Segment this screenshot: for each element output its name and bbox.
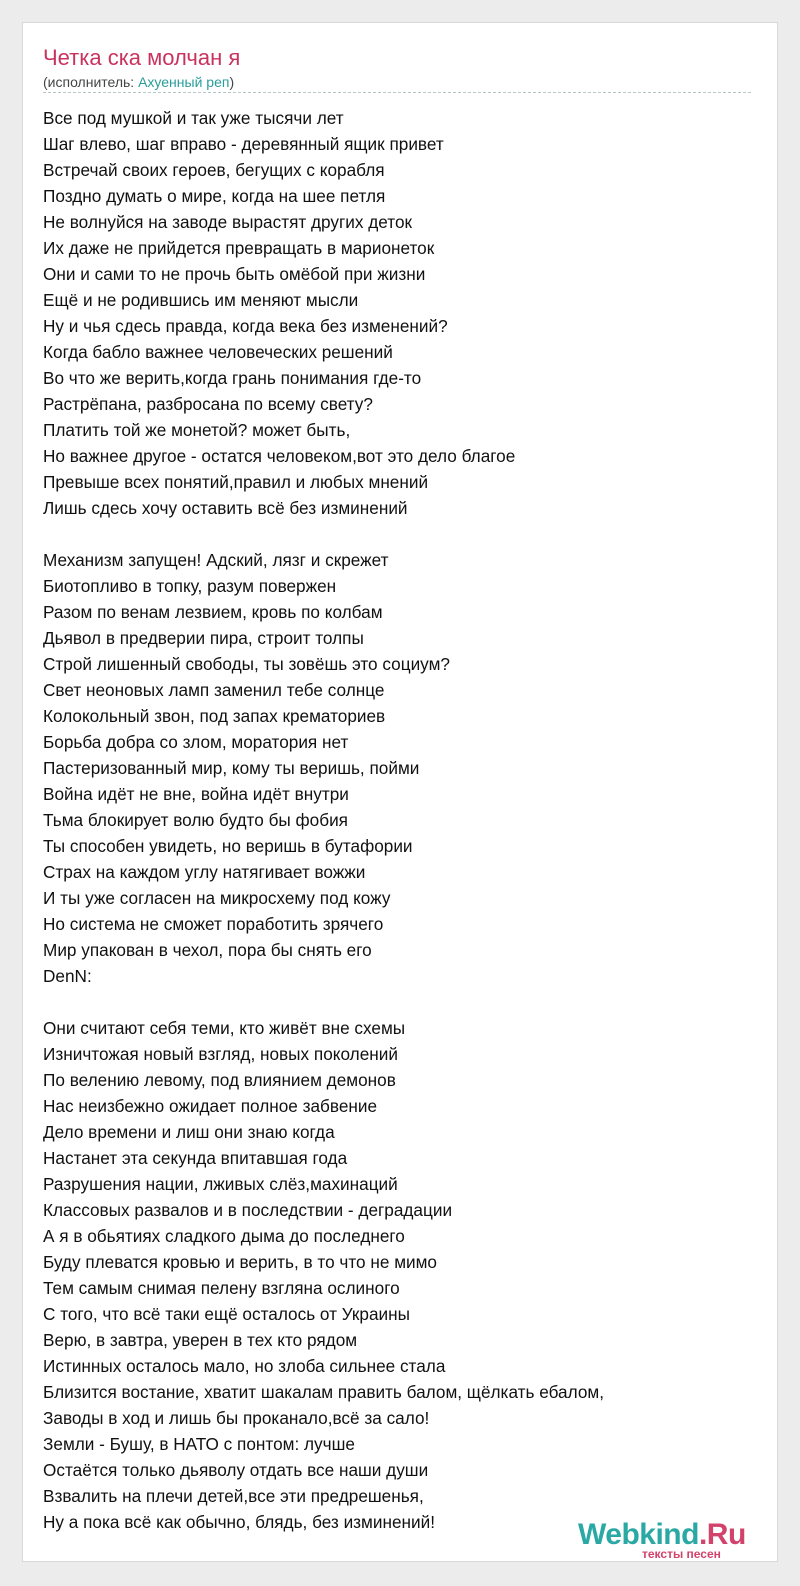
lyric-line: Нас неизбежно ожидает полное забвение xyxy=(43,1096,378,1116)
lyric-line: Верю, в завтра, уверен в тех кто рядом xyxy=(43,1330,358,1350)
lyrics-body xyxy=(43,105,759,1535)
lyric-line: Шаг влево, шаг вправо - деревянный ящик привет xyxy=(43,134,444,154)
lyric-line: Изничтожая новый взгляд, новых поколений xyxy=(43,1044,398,1064)
lyric-line: Классовых развалов и в последствии - деградации xyxy=(43,1200,453,1220)
lyric-line: Лишь сдесь хочу оставить всё без изминений xyxy=(43,498,408,518)
artist-suffix: ) xyxy=(229,74,235,90)
lyric-line: Поздно думать о мире, когда на шее петля xyxy=(43,186,386,206)
lyric-line: Когда бабло важнее человеческих решений xyxy=(43,342,393,362)
lyric-line: И ты уже согласен на микросхему под кожу xyxy=(43,888,391,908)
lyric-line: По велению левому, под влиянием демонов xyxy=(43,1070,396,1090)
lyric-line: Но система не сможет поработить зрячего xyxy=(43,914,384,934)
lyric-line: Колокольный звон, под запах крематориев xyxy=(43,706,386,726)
lyric-line: Земли - Бушу, в НАТО с понтом: лучше xyxy=(43,1434,355,1454)
lyric-line: Свет неоновых ламп заменил тебе солнце xyxy=(43,680,385,700)
lyric-line: Тьма блокирует волю будто бы фобия xyxy=(43,810,348,830)
lyric-line: Близится востание, хватит шакалам править балом, щёлкать ебалом, xyxy=(43,1382,604,1402)
lyric-line: Истинных осталось мало, но злоба сильнее стала xyxy=(43,1356,446,1376)
lyrics-card xyxy=(22,22,778,1562)
lyric-line: Ещё и не родившись им меняют мысли xyxy=(43,290,359,310)
stanza-gap xyxy=(43,989,759,1015)
lyric-line: Взвалить на плечи детей,все эти предрешенья, xyxy=(43,1486,424,1506)
lyric-line: Разрушения нации, лживых слёз,махинаций xyxy=(43,1174,398,1194)
lyric-line: DenN: xyxy=(43,966,92,986)
artist-link[interactable]: Ахуенный реп xyxy=(138,74,230,90)
lyric-line: Превыше всех понятий,правил и любых мнений xyxy=(43,472,429,492)
lyric-line: Борьба добра со злом, моратория нет xyxy=(43,732,349,752)
lyric-line: Страх на каждом углу натягивает вожжи xyxy=(43,862,366,882)
lyric-line: Во что же верить,когда грань понимания где-то xyxy=(43,368,422,388)
lyric-line: Биотопливо в топку, разум повержен xyxy=(43,576,337,596)
lyric-line: Встречай своих героев, бегущих с корабля xyxy=(43,160,385,180)
lyric-line: Но важнее другое - остатся человеком,вот это дело благое xyxy=(43,446,516,466)
lyric-line: Война идёт не вне, война идёт внутри xyxy=(43,784,349,804)
lyric-line: Не волнуйся на заводе вырастят других деток xyxy=(43,212,413,232)
artist-prefix: (исполнитель: xyxy=(43,74,139,90)
artist-line xyxy=(43,73,234,91)
lyric-line: Настанет эта секунда впитавшая года xyxy=(43,1148,348,1168)
title-divider xyxy=(43,92,751,93)
lyric-line: С того, что всё таки ещё осталось от Украины xyxy=(43,1304,410,1324)
lyric-line: Разом по венам лезвием, кровь по колбам xyxy=(43,602,383,622)
lyric-line: Растрёпана, разбросана по всему свету? xyxy=(43,394,373,414)
lyric-line: Дело времени и лиш они знаю когда xyxy=(43,1122,335,1142)
song-title: Четка ска молчан я xyxy=(43,45,241,70)
logo-brand: Webkind xyxy=(578,1518,699,1551)
lyric-line: Их даже не прийдется превращать в марионеток xyxy=(43,238,435,258)
lyric-line: Ну и чья сдесь правда, когда века без изменений? xyxy=(43,316,448,336)
lyric-line: Дьявол в предверии пира, строит толпы xyxy=(43,628,364,648)
lyric-line: Ты способен увидеть, но веришь в бутафории xyxy=(43,836,413,856)
lyric-line: Они и сами то не прочь быть омёбой при жизни xyxy=(43,264,426,284)
lyric-line: Они считают себя теми, кто живёт вне схемы xyxy=(43,1018,406,1038)
lyric-line: Заводы в ход и лишь бы проканало,всё за сало! xyxy=(43,1408,430,1428)
lyric-line: Ну а пока всё как обычно, блядь, без изминений! xyxy=(43,1512,435,1532)
logo-tld: .Ru xyxy=(698,1518,746,1551)
lyric-line: Мир упакован в чехол, пора бы снять его xyxy=(43,940,372,960)
logo-tagline: тексты песен xyxy=(642,1547,721,1561)
lyric-line: Пастеризованный мир, кому ты веришь, пойми xyxy=(43,758,420,778)
site-logo[interactable] xyxy=(578,1519,773,1561)
lyric-line: Платить той же монетой? может быть, xyxy=(43,420,351,440)
lyric-line: Механизм запущен! Адский, лязг и скрежет xyxy=(43,550,389,570)
lyric-line: А я в обьятиях сладкого дыма до последнего xyxy=(43,1226,405,1246)
lyric-line: Строй лишенный свободы, ты зовёшь это социум? xyxy=(43,654,450,674)
lyric-line: Буду плеватся кровью и верить, в то что не мимо xyxy=(43,1252,437,1272)
lyric-line: Все под мушкой и так уже тысячи лет xyxy=(43,108,344,128)
lyric-line: Остаётся только дьяволу отдать все наши души xyxy=(43,1460,429,1480)
lyric-line: Тем самым снимая пелену взгляна ослиного xyxy=(43,1278,400,1298)
stanza-gap xyxy=(43,521,759,547)
